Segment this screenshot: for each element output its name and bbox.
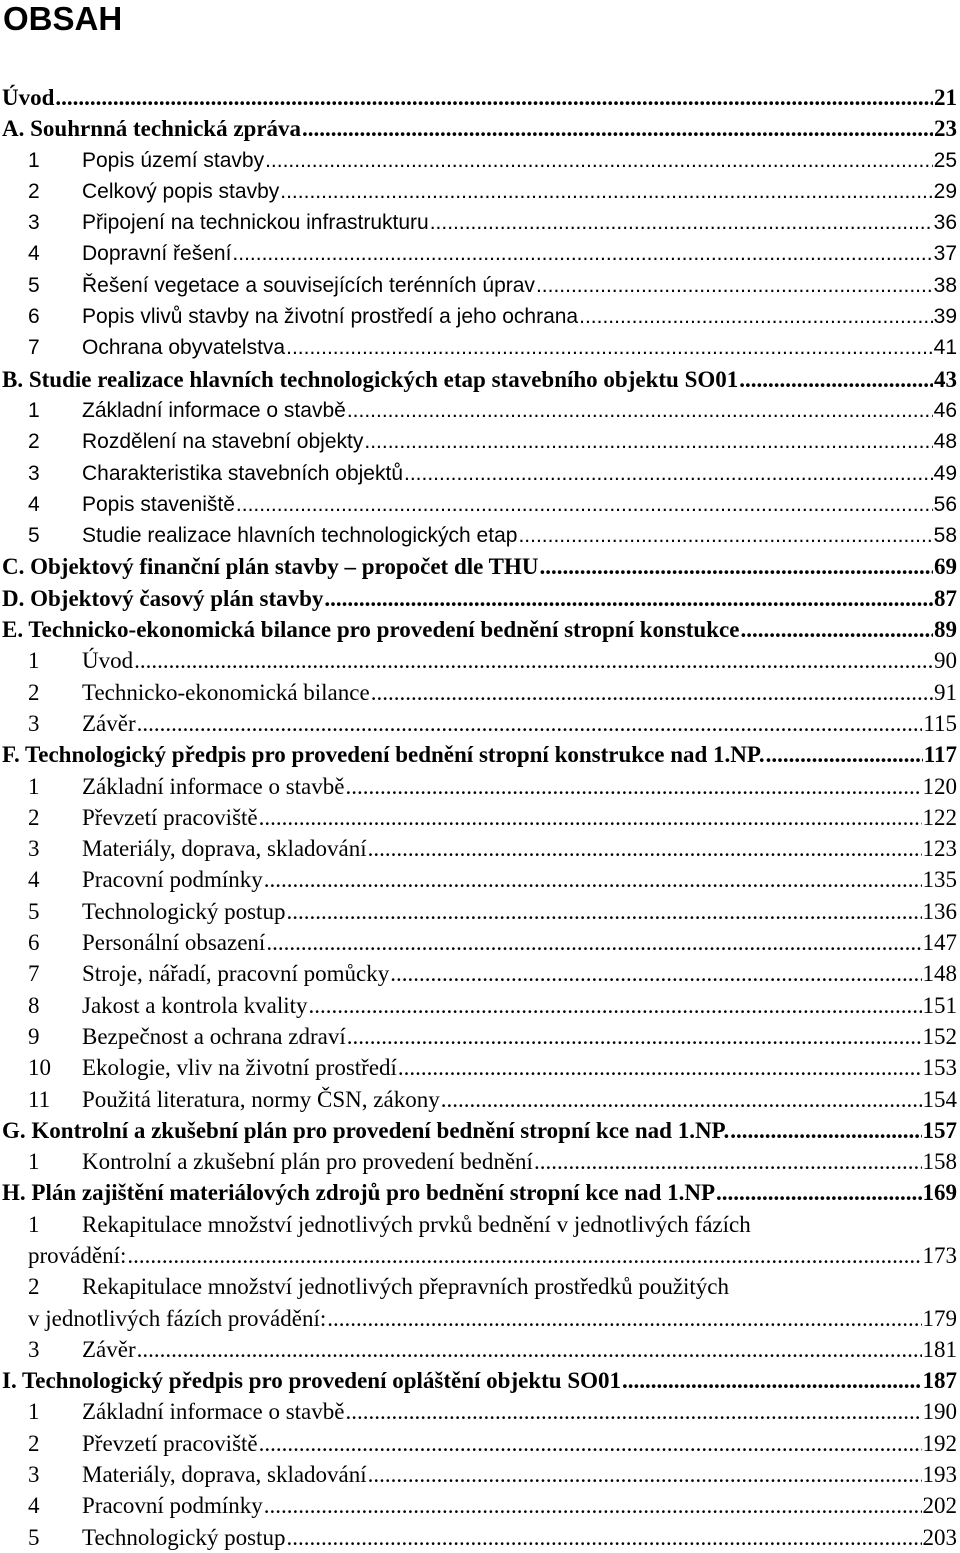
toc-entry-section[interactable] bbox=[0, 82, 960, 113]
toc-entry-page: 153 bbox=[922, 1055, 957, 1081]
toc-entry-label: B. Studie realizace hlavních technologických etap stavebního objektu SO01 bbox=[2, 366, 739, 392]
toc-entry-page: 157 bbox=[922, 1117, 957, 1143]
toc-entry-subsection[interactable] bbox=[0, 145, 960, 176]
dot-leader bbox=[236, 489, 933, 520]
toc-entry-label: Rekapitulace množství jednotlivých prvků bednění v jednotlivých fázích bbox=[82, 1211, 751, 1237]
toc-entry-number: 3 bbox=[28, 836, 40, 862]
dot-leader bbox=[259, 1428, 922, 1459]
toc-entry-section[interactable] bbox=[0, 583, 960, 614]
toc-entry-label: Dopravní řešení bbox=[82, 242, 232, 266]
dot-leader bbox=[536, 270, 933, 301]
toc-entry-number: 2 bbox=[28, 804, 40, 830]
toc-entry-number: 3 bbox=[28, 710, 40, 736]
toc-entry-line bbox=[28, 771, 957, 802]
dot-leader bbox=[368, 1459, 922, 1490]
toc-entry-page: 38 bbox=[933, 273, 957, 297]
toc-entry-label: Materiály, doprava, skladování bbox=[82, 836, 367, 862]
toc-entry-line bbox=[28, 958, 957, 989]
toc-entry-page: 187 bbox=[922, 1368, 957, 1394]
toc-entry-subsection[interactable] bbox=[0, 1490, 960, 1521]
toc-entry-line bbox=[28, 238, 957, 269]
toc-entry-subsection[interactable] bbox=[0, 1209, 960, 1240]
toc-entry-label: Úvod bbox=[2, 85, 55, 110]
toc-entry-number: 6 bbox=[28, 930, 40, 956]
toc-entry-continuation[interactable] bbox=[0, 1303, 960, 1334]
toc-entry-line bbox=[28, 176, 957, 207]
toc-entry-page: 203 bbox=[922, 1524, 957, 1550]
dot-leader bbox=[441, 1084, 922, 1115]
toc-entry-subsection[interactable] bbox=[0, 1396, 960, 1427]
toc-entry-number: 3 bbox=[28, 461, 40, 485]
dot-leader bbox=[55, 82, 933, 113]
toc-entry-line bbox=[28, 1522, 957, 1553]
toc-entry-number: 2 bbox=[28, 1274, 40, 1300]
dot-leader bbox=[302, 113, 933, 144]
toc-entry-line bbox=[28, 145, 957, 176]
toc-entry-label: Jakost a kontrola kvality bbox=[82, 992, 308, 1018]
table-of-contents bbox=[0, 82, 960, 1553]
toc-entry-label: Pracovní podmínky bbox=[82, 1493, 263, 1519]
toc-entry-subsection[interactable] bbox=[0, 802, 960, 833]
dot-leader bbox=[286, 1522, 921, 1553]
toc-entry-number: 7 bbox=[28, 336, 40, 360]
dot-leader bbox=[430, 207, 933, 238]
dot-leader bbox=[137, 1334, 922, 1365]
toc-entry-line bbox=[28, 1396, 957, 1427]
toc-entry-line bbox=[28, 426, 957, 457]
toc-entry-label: Materiály, doprava, skladování bbox=[82, 1462, 367, 1488]
toc-entry-subsection[interactable] bbox=[0, 833, 960, 864]
dot-leader bbox=[264, 864, 922, 895]
toc-entry-label: Ekologie, vliv na životní prostředí bbox=[82, 1055, 397, 1081]
toc-entry-number: 11 bbox=[28, 1086, 51, 1112]
toc-entry-number: 4 bbox=[28, 242, 40, 266]
toc-entry-line bbox=[28, 332, 957, 363]
toc-entry-line bbox=[2, 82, 957, 113]
toc-entry-subsection[interactable] bbox=[0, 489, 960, 520]
toc-entry-subsection[interactable] bbox=[0, 990, 960, 1021]
toc-entry-label: Závěr bbox=[82, 1336, 136, 1362]
toc-entry-page: 115 bbox=[923, 710, 957, 736]
toc-entry-label-continuation: v jednotlivých fázích provádění: bbox=[28, 1305, 327, 1331]
toc-entry-line bbox=[2, 113, 957, 144]
toc-entry-line bbox=[28, 990, 957, 1021]
toc-entry-line bbox=[28, 458, 957, 489]
toc-entry-label: Pracovní podmínky bbox=[82, 867, 263, 893]
toc-entry-page: 36 bbox=[933, 211, 957, 235]
toc-entry-line bbox=[28, 1428, 957, 1459]
toc-entry-number: 1 bbox=[28, 648, 40, 674]
toc-entry-page: 23 bbox=[934, 116, 957, 142]
toc-entry-number: 2 bbox=[28, 679, 40, 705]
toc-entry-subsection[interactable] bbox=[0, 176, 960, 207]
toc-entry-subsection[interactable] bbox=[0, 395, 960, 426]
toc-entry-subsection[interactable] bbox=[0, 958, 960, 989]
toc-entry-label: Kontrolní a zkušební plán pro provedení bednění bbox=[82, 1149, 533, 1175]
dot-leader bbox=[134, 645, 933, 676]
dot-leader bbox=[518, 520, 932, 551]
toc-entry-section[interactable] bbox=[0, 364, 960, 395]
toc-entry-page: 48 bbox=[933, 430, 957, 454]
toc-entry-line bbox=[28, 645, 957, 676]
toc-entry-section[interactable] bbox=[0, 739, 960, 770]
toc-entry-label: H. Plán zajištění materiálových zdrojů pro bednění stropní kce nad 1.NP bbox=[2, 1180, 716, 1206]
toc-entry-number: 3 bbox=[28, 1462, 40, 1488]
toc-entry-subsection[interactable] bbox=[0, 1021, 960, 1052]
toc-entry-page: 173 bbox=[922, 1242, 957, 1268]
toc-entry-page: 58 bbox=[933, 524, 957, 548]
toc-entry-page: 122 bbox=[922, 804, 957, 830]
dot-leader bbox=[232, 238, 932, 269]
dot-leader bbox=[286, 896, 921, 927]
toc-entry-label: Závěr bbox=[82, 710, 136, 736]
toc-entry-section[interactable] bbox=[0, 1365, 960, 1396]
toc-entry-number: 3 bbox=[28, 1336, 40, 1362]
toc-entry-subsection[interactable] bbox=[0, 458, 960, 489]
toc-entry-page: 120 bbox=[922, 773, 957, 799]
toc-entry-subsection[interactable] bbox=[0, 270, 960, 301]
toc-entry-page: 69 bbox=[934, 554, 957, 580]
toc-entry-subsection[interactable] bbox=[0, 207, 960, 238]
toc-entry-page: 158 bbox=[922, 1149, 957, 1175]
toc-entry-label: Rekapitulace množství jednotlivých přepravních prostředků použitých bbox=[82, 1274, 730, 1300]
toc-entry-page: 89 bbox=[934, 617, 957, 643]
dot-leader bbox=[264, 1490, 922, 1521]
toc-entry-subsection[interactable] bbox=[0, 1146, 960, 1177]
toc-entry-line bbox=[28, 1240, 957, 1271]
toc-entry-label: Použitá literatura, normy ČSN, zákony bbox=[82, 1086, 440, 1112]
toc-entry-label: I. Technologický předpis pro provedení opláštění objektu SO01 bbox=[2, 1368, 622, 1394]
toc-entry-page: 192 bbox=[922, 1430, 957, 1456]
dot-leader bbox=[371, 677, 933, 708]
toc-entry-label: G. Kontrolní a zkušební plán pro provedení bednění stropní kce nad 1.NP. bbox=[2, 1117, 730, 1143]
toc-entry-line bbox=[28, 1084, 957, 1115]
toc-entry-label: Popis vlivů stavby na životní prostředí a jeho ochrana bbox=[82, 305, 579, 329]
toc-entry-subsection[interactable] bbox=[0, 332, 960, 363]
toc-entry-line bbox=[28, 489, 957, 520]
toc-entry-subsection[interactable] bbox=[0, 677, 960, 708]
toc-entry-label: Technologický postup bbox=[82, 1524, 286, 1550]
dot-leader bbox=[579, 301, 933, 332]
toc-entry-page: 25 bbox=[933, 148, 957, 172]
toc-entry-subsection[interactable] bbox=[0, 238, 960, 269]
toc-entry-label: Popis území stavby bbox=[82, 148, 265, 172]
toc-entry-number: 1 bbox=[28, 148, 40, 172]
toc-entry-page: 117 bbox=[923, 742, 957, 768]
toc-entry-number: 4 bbox=[28, 867, 40, 893]
dot-leader bbox=[345, 1396, 921, 1427]
toc-entry-section[interactable] bbox=[0, 1115, 960, 1146]
toc-entry-subsection[interactable] bbox=[0, 1428, 960, 1459]
toc-entry-line bbox=[28, 207, 957, 238]
dot-leader bbox=[398, 1052, 922, 1083]
dot-leader bbox=[327, 1303, 921, 1334]
dot-leader bbox=[347, 1021, 922, 1052]
toc-entry-label: Řešení vegetace a souvisejících terénních úprav bbox=[82, 273, 535, 297]
toc-entry-label: Převzetí pracoviště bbox=[82, 1430, 258, 1456]
toc-entry-number: 5 bbox=[28, 524, 40, 548]
dot-leader bbox=[280, 176, 932, 207]
toc-entry-subsection[interactable] bbox=[0, 1459, 960, 1490]
toc-entry-page: 91 bbox=[934, 679, 957, 705]
dot-leader bbox=[534, 1146, 922, 1177]
page-title: OBSAH bbox=[3, 0, 123, 37]
toc-entry-label: Bezpečnost a ochrana zdraví bbox=[82, 1023, 346, 1049]
toc-entry-number: 1 bbox=[28, 773, 40, 799]
toc-entry-label: Základní informace o stavbě bbox=[82, 1399, 345, 1425]
toc-entry-page: 41 bbox=[933, 336, 957, 360]
toc-entry-page: 169 bbox=[922, 1180, 957, 1206]
toc-entry-page: 152 bbox=[922, 1023, 957, 1049]
dot-leader bbox=[364, 426, 932, 457]
toc-entry-page: 90 bbox=[934, 648, 957, 674]
toc-entry-subsection[interactable] bbox=[0, 896, 960, 927]
toc-entry-line bbox=[28, 677, 957, 708]
toc-entry-subsection[interactable] bbox=[0, 1334, 960, 1365]
toc-entry-label: Personální obsazení bbox=[82, 930, 266, 956]
dot-leader bbox=[309, 990, 922, 1021]
toc-entry-subsection[interactable] bbox=[0, 1084, 960, 1115]
toc-entry-number: 1 bbox=[28, 1149, 40, 1175]
toc-entry-label: A. Souhrnná technická zpráva bbox=[2, 116, 302, 142]
toc-entry-number: 8 bbox=[28, 992, 40, 1018]
dot-leader bbox=[740, 614, 933, 645]
toc-entry-label: E. Technicko-ekonomická bilance pro provedení bednění stropní konstukce bbox=[2, 617, 740, 643]
toc-entry-subsection[interactable] bbox=[0, 301, 960, 332]
dot-leader bbox=[404, 458, 933, 489]
toc-entry-line bbox=[28, 520, 957, 551]
toc-entry-label: Základní informace o stavbě bbox=[82, 398, 346, 422]
toc-entry-subsection[interactable] bbox=[0, 520, 960, 551]
toc-entry-line bbox=[2, 551, 957, 582]
toc-entry-number: 2 bbox=[28, 430, 40, 454]
toc-entry-page: 29 bbox=[933, 179, 957, 203]
toc-entry-line bbox=[2, 1177, 957, 1208]
toc-entry-line bbox=[28, 896, 957, 927]
toc-entry-number: 6 bbox=[28, 305, 40, 329]
dot-leader bbox=[730, 1115, 921, 1146]
toc-entry-number: 10 bbox=[28, 1055, 51, 1081]
toc-entry-number: 1 bbox=[28, 1211, 40, 1237]
toc-entry-page: 147 bbox=[922, 930, 957, 956]
toc-entry-number: 5 bbox=[28, 1524, 40, 1550]
toc-entry-page: 123 bbox=[922, 836, 957, 862]
toc-entry-page: 49 bbox=[933, 461, 957, 485]
toc-entry-section[interactable] bbox=[0, 551, 960, 582]
toc-entry-subsection[interactable] bbox=[0, 771, 960, 802]
toc-entry-subsection[interactable] bbox=[0, 1271, 960, 1302]
toc-entry-page: 136 bbox=[922, 898, 957, 924]
dot-leader bbox=[324, 583, 933, 614]
toc-entry-line bbox=[28, 1334, 957, 1365]
toc-entry-number: 5 bbox=[28, 273, 40, 297]
toc-entry-line bbox=[28, 1021, 957, 1052]
toc-entry-subsection[interactable] bbox=[0, 1052, 960, 1083]
dot-leader bbox=[127, 1240, 921, 1271]
toc-entry-line bbox=[28, 301, 957, 332]
toc-entry-page: 154 bbox=[922, 1086, 957, 1112]
toc-entry-line bbox=[28, 1146, 957, 1177]
toc-entry-label: Charakteristika stavebních objektů bbox=[82, 461, 403, 485]
dot-leader bbox=[622, 1365, 921, 1396]
toc-entry-label: Rozdělení na stavební objekty bbox=[82, 430, 364, 454]
dot-leader bbox=[266, 927, 921, 958]
toc-entry-line bbox=[28, 1459, 957, 1490]
toc-entry-page: 135 bbox=[922, 867, 957, 893]
toc-entry-page: 56 bbox=[933, 492, 957, 516]
toc-entry-subsection[interactable] bbox=[0, 708, 960, 739]
dot-leader bbox=[766, 739, 923, 770]
toc-entry-number: 1 bbox=[28, 1399, 40, 1425]
toc-entry-label: Technicko-ekonomická bilance bbox=[82, 679, 370, 705]
toc-entry-number: 4 bbox=[28, 1493, 40, 1519]
toc-entry-subsection[interactable] bbox=[0, 645, 960, 676]
toc-entry-label: Připojení na technickou infrastrukturu bbox=[82, 211, 429, 235]
toc-entry-line bbox=[2, 1365, 957, 1396]
toc-entry-page: 39 bbox=[933, 305, 957, 329]
toc-entry-line bbox=[2, 364, 957, 395]
toc-entry-line bbox=[28, 833, 957, 864]
toc-entry-section[interactable] bbox=[0, 1177, 960, 1208]
toc-entry-line bbox=[28, 395, 957, 426]
dot-leader bbox=[259, 802, 922, 833]
dot-leader bbox=[716, 1177, 921, 1208]
toc-entry-number: 9 bbox=[28, 1023, 40, 1049]
toc-entry-label-continuation: provádění: bbox=[28, 1242, 127, 1268]
toc-entry-line bbox=[28, 927, 957, 958]
dot-leader bbox=[286, 332, 933, 363]
toc-entry-number: 7 bbox=[28, 961, 40, 987]
toc-entry-subsection[interactable] bbox=[0, 864, 960, 895]
toc-entry-label: Celkový popis stavby bbox=[82, 179, 280, 203]
dot-leader bbox=[540, 551, 933, 582]
toc-entry-line bbox=[28, 1052, 957, 1083]
dot-leader bbox=[390, 958, 921, 989]
toc-entry-number: 2 bbox=[28, 1430, 40, 1456]
toc-entry-line bbox=[28, 708, 957, 739]
dot-leader bbox=[345, 771, 921, 802]
dot-leader bbox=[137, 708, 923, 739]
toc-entry-label: Ochrana obyvatelstva bbox=[82, 336, 286, 360]
toc-entry-page: 43 bbox=[934, 366, 957, 392]
toc-entry-label: Základní informace o stavbě bbox=[82, 773, 345, 799]
toc-entry-page: 87 bbox=[934, 585, 957, 611]
toc-entry-label: F. Technologický předpis pro provedení bednění stropní konstrukce nad 1.NP. bbox=[2, 742, 765, 768]
dot-leader bbox=[368, 833, 922, 864]
dot-leader bbox=[265, 145, 933, 176]
toc-entry-section[interactable] bbox=[0, 113, 960, 144]
toc-entry-continuation[interactable] bbox=[0, 1240, 960, 1271]
toc-entry-page: 179 bbox=[922, 1305, 957, 1331]
toc-entry-page: 181 bbox=[922, 1336, 957, 1362]
toc-entry-label: D. Objektový časový plán stavby bbox=[2, 585, 324, 611]
toc-entry-subsection[interactable] bbox=[0, 426, 960, 457]
toc-entry-number: 2 bbox=[28, 179, 40, 203]
toc-entry-page: 21 bbox=[934, 85, 957, 110]
toc-entry-line bbox=[28, 864, 957, 895]
toc-entry-label: Technologický postup bbox=[82, 898, 286, 924]
dot-leader bbox=[739, 364, 933, 395]
toc-entry-label: Popis staveniště bbox=[82, 492, 235, 516]
toc-entry-number: 5 bbox=[28, 898, 40, 924]
toc-entry-section[interactable] bbox=[0, 614, 960, 645]
toc-entry-line bbox=[2, 1115, 957, 1146]
toc-entry-line bbox=[2, 583, 957, 614]
toc-entry-number: 1 bbox=[28, 398, 40, 422]
toc-entry-label: Převzetí pracoviště bbox=[82, 804, 258, 830]
toc-entry-line bbox=[28, 802, 957, 833]
toc-entry-line bbox=[28, 1303, 957, 1334]
toc-entry-line bbox=[2, 739, 957, 770]
toc-entry-line bbox=[28, 1490, 957, 1521]
toc-entry-number: 4 bbox=[28, 492, 40, 516]
toc-entry-page: 202 bbox=[922, 1493, 957, 1519]
toc-entry-page: 190 bbox=[922, 1399, 957, 1425]
toc-entry-page: 37 bbox=[933, 242, 957, 266]
toc-entry-label: Stroje, nářadí, pracovní pomůcky bbox=[82, 961, 390, 987]
toc-entry-line bbox=[28, 270, 957, 301]
toc-entry-subsection[interactable] bbox=[0, 927, 960, 958]
toc-entry-subsection[interactable] bbox=[0, 1522, 960, 1553]
toc-entry-page: 151 bbox=[922, 992, 957, 1018]
toc-entry-page: 193 bbox=[922, 1462, 957, 1488]
dot-leader bbox=[347, 395, 933, 426]
toc-entry-label: Úvod bbox=[82, 648, 134, 674]
toc-entry-page: 46 bbox=[933, 398, 957, 422]
toc-entry-number: 3 bbox=[28, 211, 40, 235]
toc-entry-label: C. Objektový finanční plán stavby – propočet dle THU bbox=[2, 554, 539, 580]
toc-entry-page: 148 bbox=[922, 961, 957, 987]
toc-entry-line bbox=[2, 614, 957, 645]
toc-entry-label: Studie realizace hlavních technologických etap bbox=[82, 524, 518, 548]
